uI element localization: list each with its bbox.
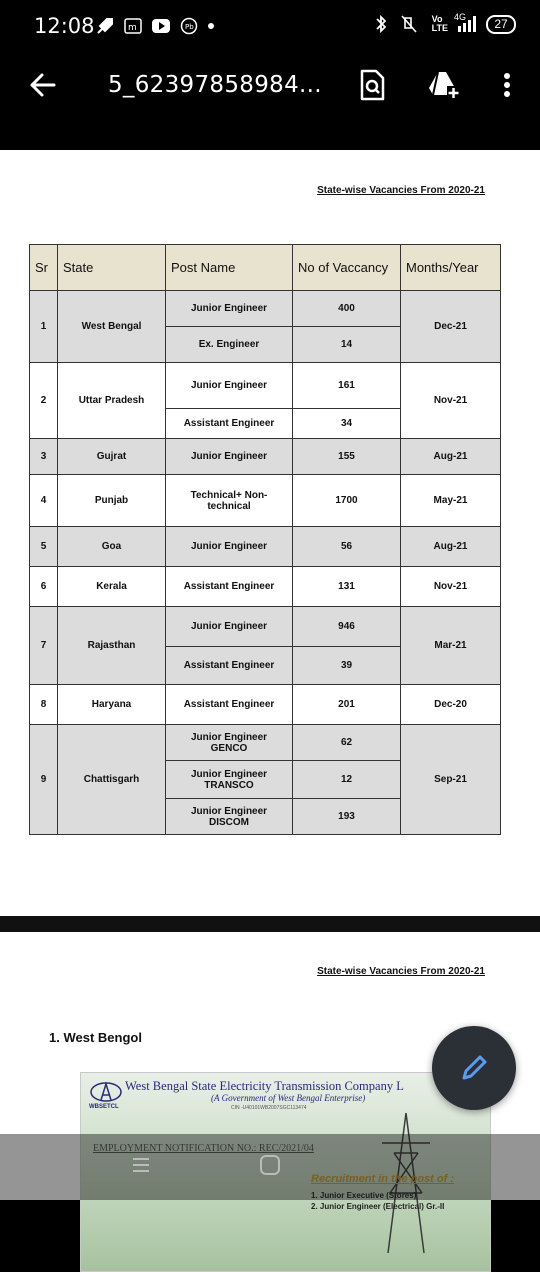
cell-sr: 2 (30, 363, 58, 439)
svg-text:Pb: Pb (185, 23, 194, 31)
more-vert-icon[interactable] (490, 68, 524, 102)
vo-text: Vo (431, 14, 443, 24)
header-sr: Sr (30, 245, 58, 291)
cell-sr: 4 (30, 475, 58, 527)
cell-vacancy: 946 (293, 607, 401, 647)
cell-post: Junior Engineer (166, 439, 293, 475)
back-arrow-icon[interactable] (28, 70, 58, 100)
cell-vacancy: 12 (293, 761, 401, 799)
wbsetcl-logo-icon (89, 1081, 123, 1103)
table-row (30, 527, 501, 567)
recruitment-label: Recruitment in the post of : (311, 1173, 454, 1185)
cell-month: Nov-21 (401, 363, 501, 439)
cell-sr: 6 (30, 567, 58, 607)
cell-state: Kerala (58, 567, 166, 607)
table-row (30, 685, 501, 725)
app-badge-icon (180, 17, 198, 35)
cell-post: Junior Engineer (166, 363, 293, 409)
cell-state: Punjab (58, 475, 166, 527)
cell-sr: 8 (30, 685, 58, 725)
navigation-bar (0, 1134, 540, 1200)
cell-vacancy: 34 (293, 409, 401, 439)
cell-vacancy: 161 (293, 363, 401, 409)
cell-state: Uttar Pradesh (58, 363, 166, 439)
drive-add-icon[interactable] (426, 68, 460, 102)
cell-month: Dec-20 (401, 685, 501, 725)
table-row (30, 439, 501, 475)
page-separator (0, 916, 540, 932)
cell-vacancy: 1700 (293, 475, 401, 527)
cell-month: Sep-21 (401, 725, 501, 835)
m-app-icon (124, 18, 142, 34)
page-heading-2: State-wise Vacancies From 2020-21 (317, 966, 485, 977)
cell-post: Assistant Engineer (166, 685, 293, 725)
cell-post: Junior Engineer GENCO (166, 725, 293, 761)
home-icon[interactable] (259, 1154, 281, 1176)
cell-sr: 1 (30, 291, 58, 363)
battery-indicator: 27 (486, 15, 516, 34)
cell-vacancy: 62 (293, 725, 401, 761)
edit-fab-button[interactable] (432, 1026, 516, 1110)
pdf-page-1 (0, 150, 540, 916)
notification-icons (95, 16, 215, 36)
cell-month: Dec-21 (401, 291, 501, 363)
table-header-row (30, 245, 501, 291)
status-time: 12:08 (34, 14, 95, 38)
table-row (30, 475, 501, 527)
cell-state: Gujrat (58, 439, 166, 475)
rocket-icon (95, 16, 115, 36)
recent-apps-icon[interactable] (130, 1154, 152, 1176)
cell-vacancy: 400 (293, 291, 401, 327)
cell-vacancy: 56 (293, 527, 401, 567)
bluetooth-icon (374, 14, 388, 34)
document-title: 5_62397858984... (108, 72, 322, 98)
cell-state: Goa (58, 527, 166, 567)
cell-month: Nov-21 (401, 567, 501, 607)
system-icons (374, 14, 516, 34)
mute-icon (398, 14, 422, 34)
header-no: No of Vaccancy (293, 245, 401, 291)
cell-post: Junior Engineer (166, 607, 293, 647)
cell-vacancy: 201 (293, 685, 401, 725)
header-state: State (58, 245, 166, 291)
cell-post: Junior Engineer (166, 527, 293, 567)
cell-month: Mar-21 (401, 607, 501, 685)
cell-post: Assistant Engineer (166, 567, 293, 607)
cell-post: Junior Engineer (166, 291, 293, 327)
cell-month: Aug-21 (401, 527, 501, 567)
cell-vacancy: 155 (293, 439, 401, 475)
vacancy-table-body (30, 291, 501, 835)
cell-vacancy: 39 (293, 647, 401, 685)
cell-state: Rajasthan (58, 607, 166, 685)
status-bar (0, 0, 540, 52)
svg-text:m: m (128, 23, 137, 33)
signal-icon (454, 12, 476, 32)
cell-state: Haryana (58, 685, 166, 725)
page-heading: State-wise Vacancies From 2020-21 (317, 185, 485, 196)
lte-text: LTE (431, 23, 448, 33)
dot-icon (207, 22, 215, 30)
app-bar (0, 52, 540, 150)
vacancy-table (29, 244, 501, 835)
cell-post: Technical+ Non-technical (166, 475, 293, 527)
logo-label: WBSETCL (89, 1104, 119, 1110)
section-title: 1. West Bengol (49, 1030, 142, 1045)
cell-post: Junior Engineer DISCOM (166, 799, 293, 835)
cell-post: Ex. Engineer (166, 327, 293, 363)
cell-vacancy: 14 (293, 327, 401, 363)
company-name: West Bengal State Electricity Transmission Company L (125, 1079, 404, 1093)
header-post: Post Name (166, 245, 293, 291)
cell-state: West Bengal (58, 291, 166, 363)
company-cin: CIN -U40101WB2007SGC113474 (231, 1105, 307, 1111)
table-row (30, 363, 501, 409)
recruitment-item: 2. Junior Engineer (Electrical) Gr.-II (311, 1202, 445, 1211)
recruitment-item: 1. Junior Executive (Stores) (311, 1191, 417, 1200)
cell-post: Junior Engineer TRANSCO (166, 761, 293, 799)
search-document-icon[interactable] (355, 68, 389, 102)
cell-sr: 9 (30, 725, 58, 835)
cell-post: Assistant Engineer (166, 647, 293, 685)
network-type: 4G (454, 12, 467, 22)
volte-label (432, 15, 448, 33)
cell-month: Aug-21 (401, 439, 501, 475)
table-row (30, 725, 501, 761)
table-row (30, 607, 501, 647)
youtube-icon (151, 18, 171, 34)
table-row (30, 291, 501, 327)
cell-sr: 5 (30, 527, 58, 567)
cell-sr: 3 (30, 439, 58, 475)
cell-vacancy: 193 (293, 799, 401, 835)
pencil-icon (459, 1053, 489, 1083)
company-subtitle: (A Government of West Bengal Enterprise) (211, 1093, 366, 1103)
cell-state: Chattisgarh (58, 725, 166, 835)
table-row (30, 567, 501, 607)
cell-month: May-21 (401, 475, 501, 527)
cell-post: Assistant Engineer (166, 409, 293, 439)
header-month: Months/Year (401, 245, 501, 291)
notification-number: EMPLOYMENT NOTIFICATION NO.: REC/2021/04 (93, 1143, 314, 1154)
cell-sr: 7 (30, 607, 58, 685)
cell-vacancy: 131 (293, 567, 401, 607)
